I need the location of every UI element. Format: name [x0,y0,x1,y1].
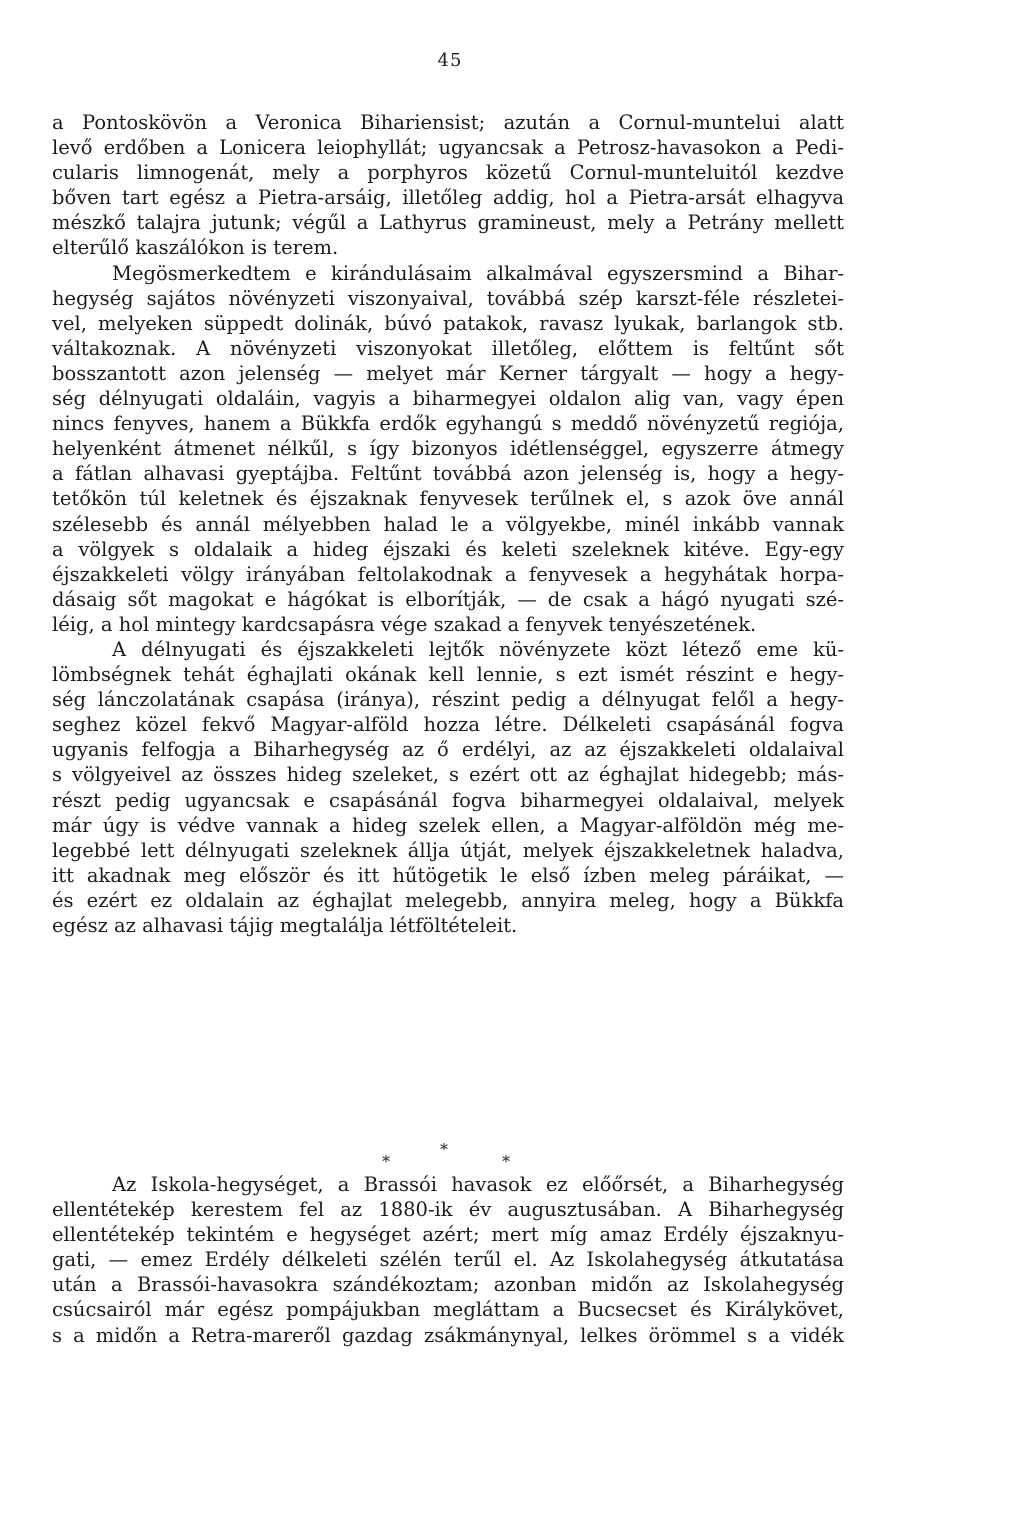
text-line: ség délnyugati oldaláin, vagyis a biharmegyei oldalon alig van, vagy épen [52,387,844,411]
text-line: váltakoznak. A növényzeti viszonyokat illetőleg, előttem is feltűnt sőt [52,336,844,360]
text-line: egész az alhavasi tájig megtalálja létföltételeit. [52,914,518,937]
page-number: 45 [437,50,463,71]
text-line: tetőkön túl keletnek és éjszaknak fenyvesek terűlnek el, s azok öve annál [52,487,844,511]
text-line: a fátlan alhavasi gyeptájba. Feltűnt továbbá azon jelenség is, hogy a hegy- [52,462,844,486]
text-line: már úgy is védve vannak a hideg szelek ellen, a Magyar-alföldön még me- [52,813,844,837]
separator-asterisk: * [440,1140,448,1159]
text-line: vel, melyeken süppedt dolinák, búvó patakok, ravasz lyukak, barlangok stb. [52,311,844,335]
text-line: Megösmerkedtem e kirándulásaim alkalmával egyszersmind a Bihar- [112,261,844,285]
text-line: szélesebb és annál mélyebben halad le a völgyekbe, minél inkább vannak [52,512,844,536]
text-line: levő erdőben a Lonicera leiophyllát; ugyancsak a Petrosz-havasokon a Pedi- [52,136,844,160]
text-line: bőven tart egész a Pietra-arsáig, illetőleg addig, hol a Pietra-arsát elhagyva [52,186,844,210]
text-line: legebbé lett délnyugati szeleknek állja útját, melyek éjszakkeletnek haladva, [52,838,844,862]
text-line: ség lánczolatának csapása (iránya), részint pedig a délnyugat felől a hegy- [52,688,844,712]
text-line: s völgyeivel az összes hideg szeleket, s ezért ott az éghajlat hidegebb; más- [52,763,844,787]
text-line: nincs fenyves, hanem a Bükkfa erdők egyhangú s meddő növényzetű regiója, [52,412,844,436]
body-text-section-2 [52,1172,844,1348]
text-line: részt pedig ugyancsak e csapásánál fogva biharmegyei oldalaival, melyek [52,788,844,812]
text-line: léig, a hol mintegy kardcsapásra vége szakad a fenyvek tenyészetének. [52,612,757,636]
text-line: A délnyugati és éjszakkeleti lejtők növényzete közt létező eme kü- [112,637,844,661]
text-line: s a midőn a Retra-mareről gazdag zsákmánynyal, lelkes örömmel s a vidék [52,1323,844,1347]
text-line: csúcsairól már egész pompájukban megláttam a Bucsecset és Királykövet, [52,1298,844,1322]
text-line: dásaig sőt magokat e hágókat is elborítják, — de csak a hágó nyugati szé- [52,587,844,611]
book-page [52,0,844,1530]
text-line: ellentétekép kerestem fel az 1880-ik év augusztusában. A Biharhegység [52,1198,844,1222]
text-line: Az Iskola-hegységet, a Brassói havasok ez előőrsét, a Biharhegység [112,1173,844,1196]
text-line: cularis limnogenát, mely a porphyros közetű Cornul-munteluitól kezdve [52,161,844,185]
text-line: bosszantott azon jelenség — melyet már Kerner tárgyalt — hogy a hegy- [52,361,844,385]
text-line: ellentétekép tekintém e hegységet azért; mert míg amaz Erdély éjszaknyu- [52,1223,844,1247]
text-line: helyenként átmenet nélkűl, s így bizonyos idétlenséggel, egyszerre átmegy [52,437,844,461]
text-line: mészkő talajra jutunk; végűl a Lathyrus gramineust, mely a Petrány mellett [52,211,844,235]
text-line: ugyanis felfogja a Biharhegység az ő erdélyi, az az éjszakkeleti oldalaival [52,738,844,762]
text-line: elterűlő kaszálókon is terem. [52,236,339,260]
text-line: itt akadnak meg először és itt hűtögetik le első ízben meleg páráikat, — [52,863,844,887]
text-line: a Pontoskövön a Veronica Bihariensist; azután a Cornul-muntelui alatt [52,111,844,134]
separator-asterisk: * [382,1152,390,1171]
text-line: seghez közel fekvő Magyar-alföld hozza létre. Délkeleti csapásánál fogva [52,713,844,737]
text-line: hegység sajátos növényzeti viszonyaival, továbbá szép karszt-féle részletei- [52,286,844,310]
text-line: a völgyek s oldalaik a hideg éjszaki és keleti szeleknek kitéve. Egy-egy [52,537,844,561]
body-text-section-1 [52,110,844,938]
text-line: gati, — emez Erdély délkeleti szélén terűl el. Az Iskolahegység átkutatása [52,1248,844,1272]
text-line: és ezért ez oldalain az éghajlat melegebb, annyira meleg, hogy a Bükkfa [52,888,844,912]
separator-asterisk: * [502,1152,510,1171]
text-line: éjszakkeleti völgy irányában feltolakodnak a fenyvesek a hegyhátak horpa- [52,562,844,586]
text-line: lömbségnek tehát éghajlati okának kell lennie, s ezt ismét részint e hegy- [52,663,844,687]
text-line: után a Brassói-havasokra szándékoztam; azonban midőn az Iskolahegység [52,1273,844,1297]
